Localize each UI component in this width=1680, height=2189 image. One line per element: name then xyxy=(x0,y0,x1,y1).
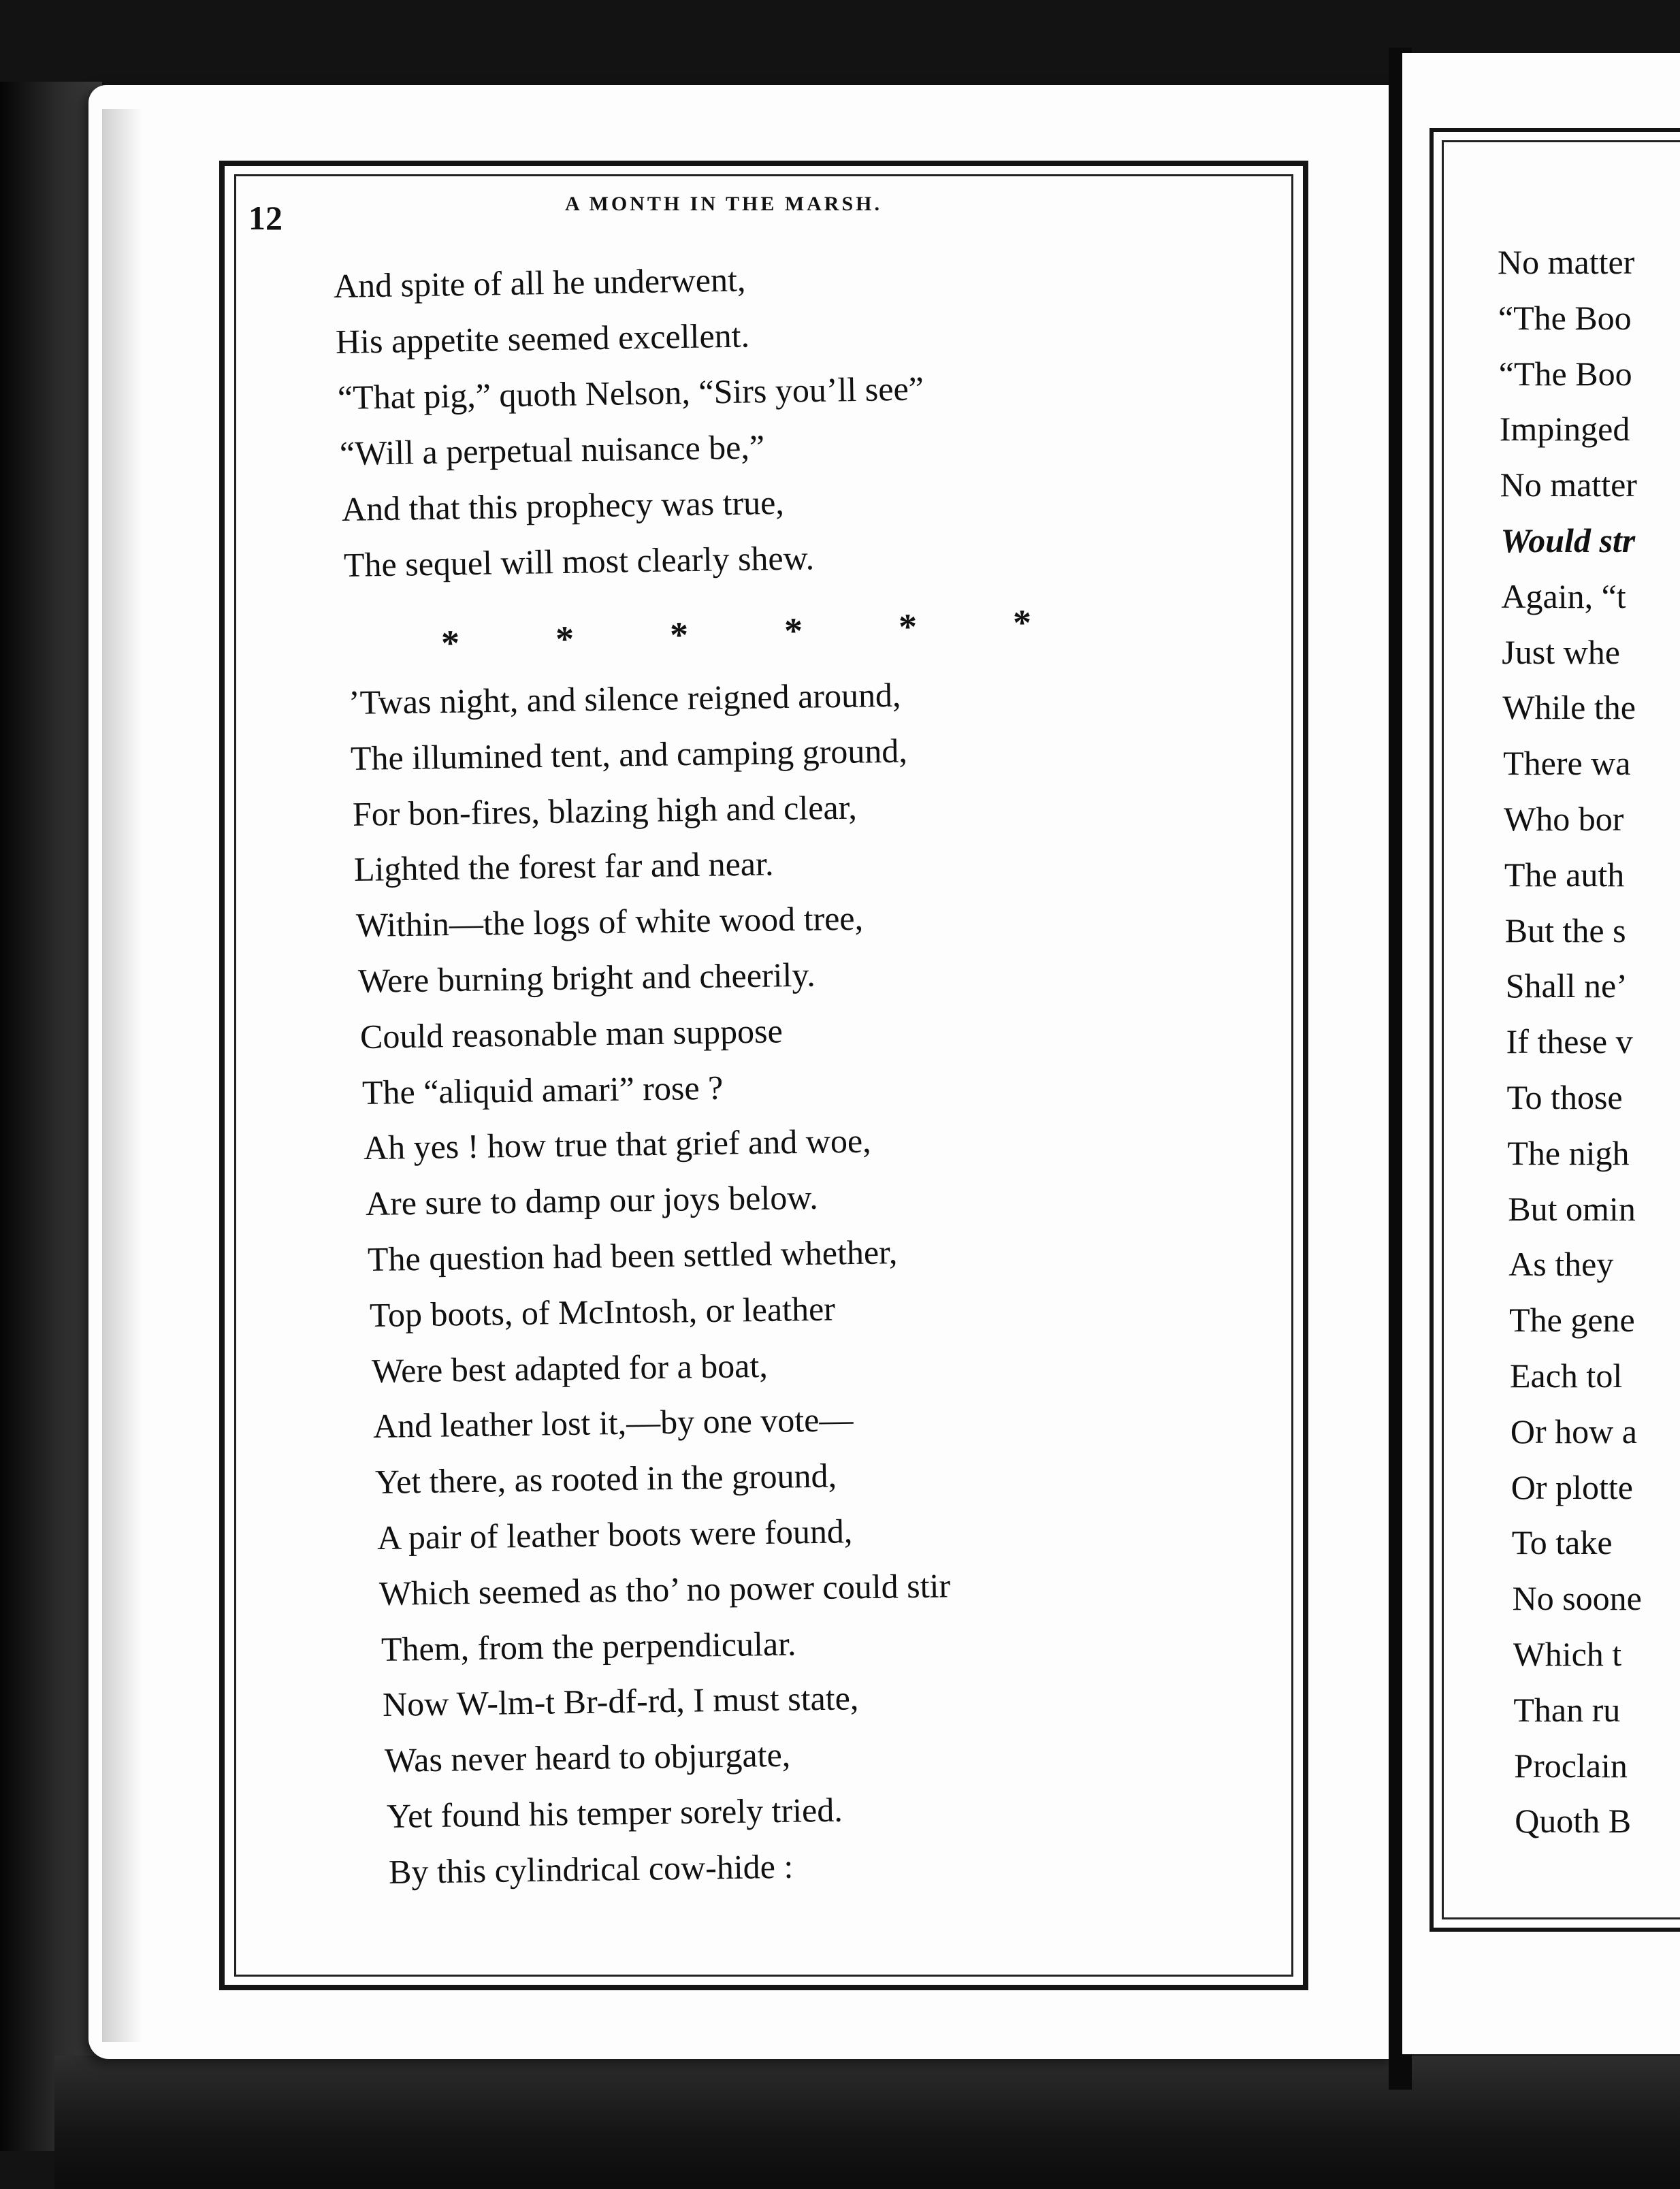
right-page-line: Again, “t xyxy=(1501,577,1626,615)
poem-line: And spite of all he underwent, xyxy=(333,260,746,305)
poem-line: And leather lost it,—by one vote— xyxy=(372,1400,854,1446)
page-number: 12 xyxy=(248,199,282,237)
right-page-line: Each tol xyxy=(1510,1357,1623,1395)
right-page-line: To take xyxy=(1511,1523,1613,1562)
right-page-line: Which t xyxy=(1513,1635,1622,1673)
poem-line: Top boots, of McIntosh, or leather xyxy=(369,1289,835,1334)
poem-line: The “aliquid amari” rose ? xyxy=(361,1068,724,1112)
poem-line: Were burning bright and cheerily. xyxy=(357,955,815,1000)
right-page-line: Or how a xyxy=(1510,1412,1637,1450)
right-page-line: The gene xyxy=(1509,1301,1635,1340)
right-page-line: The auth xyxy=(1504,855,1625,894)
poem-line: “That pig,” quoth Nelson, “Sirs you’ll see” xyxy=(337,369,924,417)
poem-line: Yet found his temper sorely tried. xyxy=(386,1790,843,1835)
poem-line: Within—the logs of white wood tree, xyxy=(355,898,864,945)
poem-line: Are sure to damp our joys below. xyxy=(365,1178,819,1223)
poem-line: Yet there, as rooted in the ground, xyxy=(374,1456,837,1502)
asterisk: * xyxy=(555,619,574,660)
poem-line: Them, from the perpendicular. xyxy=(381,1624,796,1668)
right-page-line: No soone xyxy=(1512,1579,1642,1618)
right-page-line: But omin xyxy=(1508,1189,1636,1228)
right-page-line: Proclain xyxy=(1514,1746,1628,1785)
asterisk: * xyxy=(784,611,803,651)
right-page-line: The nigh xyxy=(1507,1133,1630,1172)
asterisk: * xyxy=(1013,602,1031,643)
right-page-line: “The Boo xyxy=(1498,354,1632,393)
asterisk: * xyxy=(899,606,917,647)
book-cover-bottom xyxy=(54,2056,1680,2189)
right-page-line: Would str xyxy=(1500,521,1636,560)
right-page-line: But the s xyxy=(1504,911,1626,950)
running-head: A MONTH IN THE MARSH. xyxy=(565,193,882,215)
poem-line: Lighted the forest far and near. xyxy=(353,844,775,889)
right-page-line: Impinged xyxy=(1499,410,1630,449)
right-page-line: “The Boo xyxy=(1498,298,1632,337)
poem-line: Ah yes ! how true that grief and woe, xyxy=(363,1121,872,1167)
right-page-line: There wa xyxy=(1503,744,1631,783)
right-page-line: No matter xyxy=(1500,466,1637,504)
poem-line: His appetite seemed excellent. xyxy=(335,316,750,361)
right-page-line: To those xyxy=(1506,1078,1623,1116)
right-page-line: As they xyxy=(1508,1245,1614,1284)
poem-line: For bon-fires, blazing high and clear, xyxy=(352,788,857,833)
page-curve-shadow xyxy=(102,109,143,2042)
poem-line: “Will a perpetual nuisance be,” xyxy=(339,427,765,472)
right-page-line: Than ru xyxy=(1513,1690,1621,1729)
right-page-line: No matter xyxy=(1498,243,1635,281)
poem-line: The question had been settled whether, xyxy=(367,1233,898,1278)
poem-line: Was never heard to objurgate, xyxy=(384,1735,791,1780)
right-page-line: Quoth B xyxy=(1515,1802,1632,1841)
right-page-line: If these v xyxy=(1506,1022,1633,1061)
right-page-line: Or plotte xyxy=(1511,1468,1633,1506)
asterisk: * xyxy=(670,615,688,655)
right-page-line: While the xyxy=(1502,688,1636,727)
poem-line: Were best adapted for a boat, xyxy=(371,1346,768,1390)
poem-line: Could reasonable man suppose xyxy=(359,1011,783,1056)
right-page-line: Who bor xyxy=(1504,800,1624,838)
poem-line: ’Twas night, and silence reigned around, xyxy=(348,675,901,721)
poem-line: A pair of leather boots were found, xyxy=(376,1512,853,1557)
poem-line: The sequel will most clearly shew. xyxy=(343,538,815,584)
asterisk: * xyxy=(441,623,459,664)
poem-line: The illumined tent, and camping ground, xyxy=(350,731,907,777)
poem-line: Which seemed as tho’ no power could stir xyxy=(378,1566,951,1612)
poem-line: And that this prophecy was true, xyxy=(341,483,785,528)
right-page-line: Shall ne’ xyxy=(1505,967,1628,1005)
poem-line: Now W-lm-t Br-df-rd, I must state, xyxy=(382,1679,860,1724)
poem-line: By this cylindrical cow-hide : xyxy=(388,1847,794,1891)
right-page-line: Just whe xyxy=(1502,632,1620,671)
book-binding-edge xyxy=(0,82,102,2151)
